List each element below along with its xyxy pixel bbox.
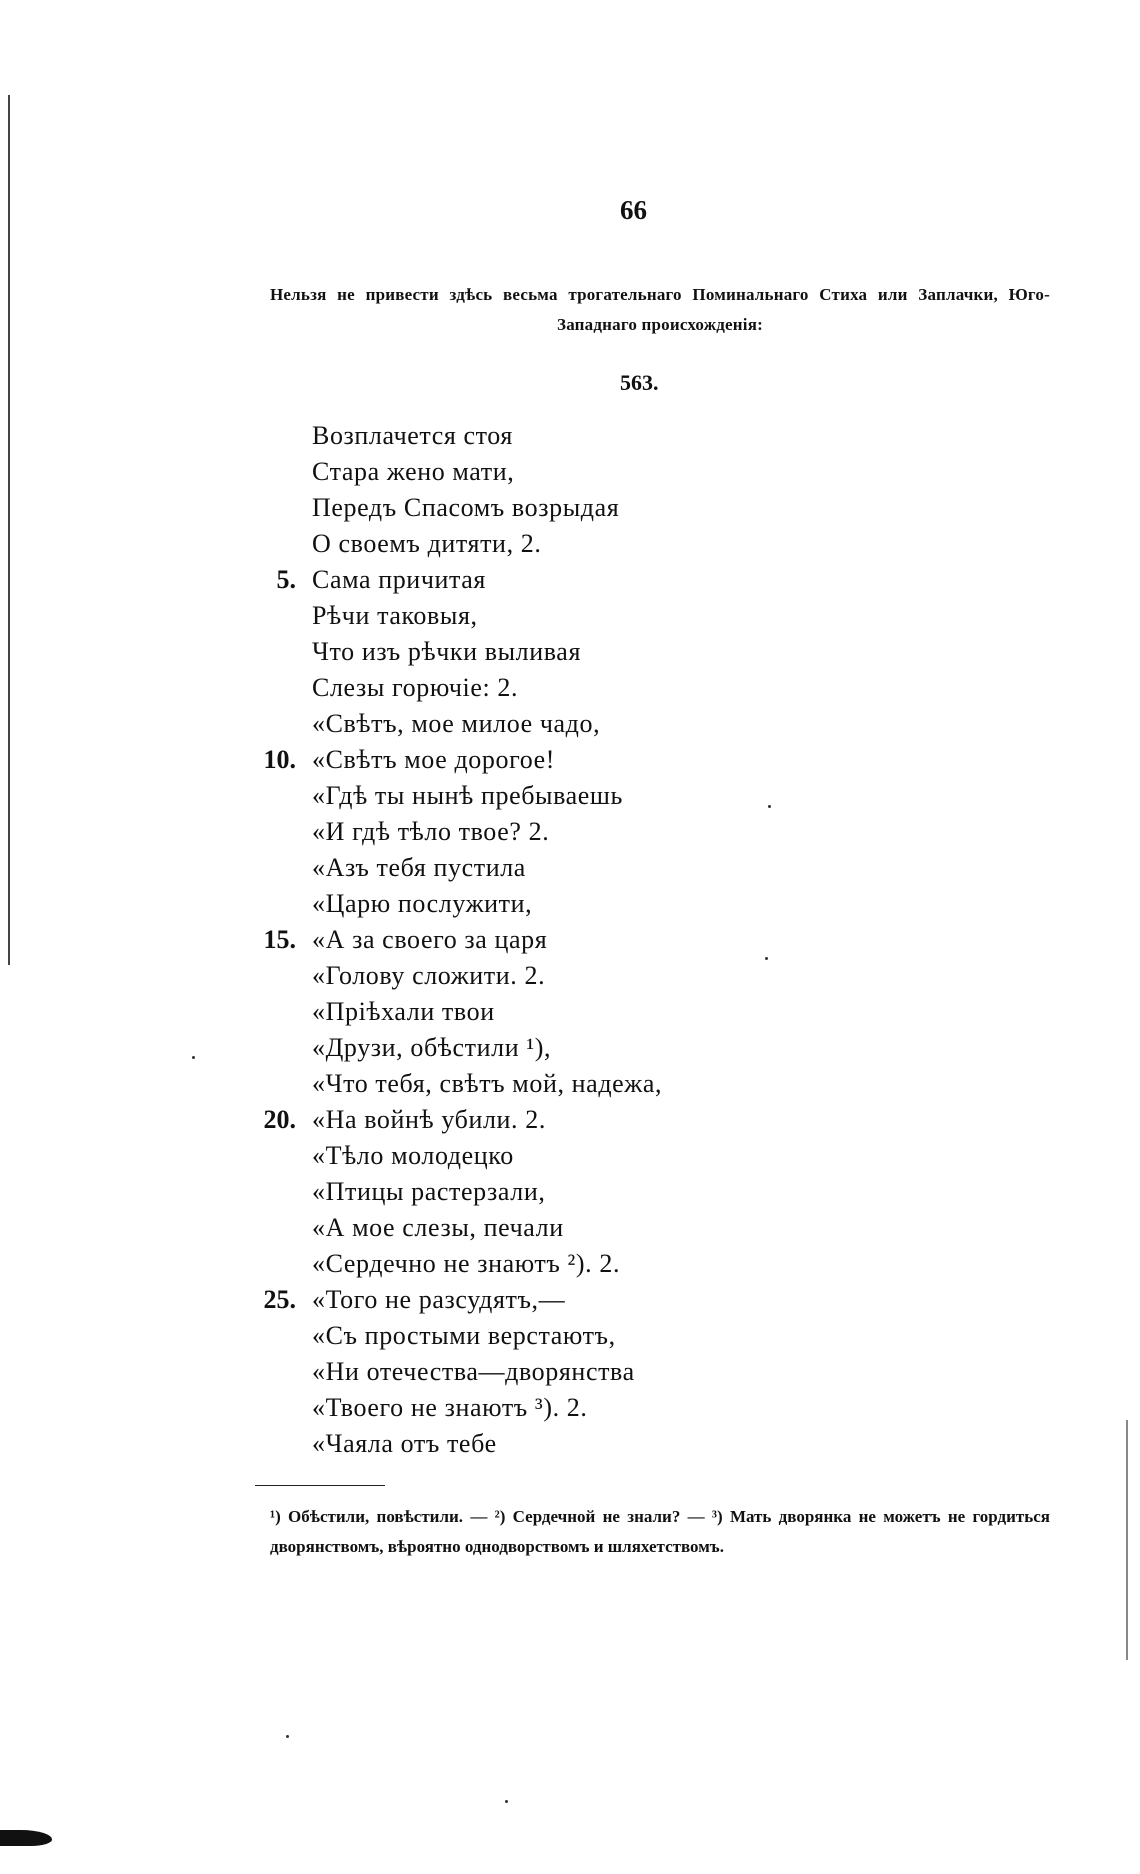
verse-line [0, 1138, 1140, 1174]
verse-line-number: 25. [263, 1285, 296, 1314]
verse-line-text: «Свѣтъ, мое милое чадо, [312, 709, 601, 738]
verse-line [0, 1066, 1140, 1102]
verse-line-text: «А за своего за царя [312, 925, 548, 954]
scan-speck [286, 1735, 289, 1738]
scan-smudge [0, 1830, 52, 1846]
verse-line [0, 1246, 1140, 1282]
verse-line-number: 20. [263, 1105, 296, 1134]
verse-line-text: «Царю послужити, [312, 889, 533, 918]
verse-line-text: «Съ простыми верстаютъ, [312, 1321, 616, 1350]
verse-line [0, 598, 1140, 634]
verse-line [0, 1030, 1140, 1066]
poem-number: 563. [620, 370, 659, 395]
verse-line [0, 418, 1140, 454]
verse-line [0, 454, 1140, 490]
verse-line [0, 670, 1140, 706]
verse-line-text: «Тѣло молодецко [312, 1141, 514, 1170]
verse-line [0, 1354, 1140, 1390]
verse-line-text: «Друзи, обѣстили ¹), [312, 1033, 552, 1062]
verse-line [0, 1282, 1140, 1318]
verse-line-text: «А мое слезы, печали [312, 1213, 564, 1242]
verse-line [0, 1102, 1140, 1138]
verse-line-number: 10. [263, 745, 296, 774]
verse-line-text: Передъ Спасомъ возрыдая [312, 493, 620, 522]
verse-line [0, 562, 1140, 598]
verse-line-text: «Пріѣхали твои [312, 997, 495, 1026]
verse-line [0, 1210, 1140, 1246]
verse-line-text: «Птицы растерзали, [312, 1177, 546, 1206]
verse-line-text: О своемъ дитяти, 2. [312, 529, 542, 558]
verse-line-text: «Азъ тебя пустила [312, 853, 526, 882]
verse-line [0, 742, 1140, 778]
verse-line [0, 634, 1140, 670]
verse-line-text: «И гдѣ тѣло твое? 2. [312, 817, 550, 846]
verse-line [0, 526, 1140, 562]
footnotes: ¹) Обѣстили, повѣстили. — ²) Сердечной не знали? — ³) Мать дворянка не можетъ не гордиться дворянствомъ, вѣроятно однодворствомъ и шляхетствомъ. [270, 1507, 1050, 1556]
verse-line [0, 922, 1140, 958]
verse-line [0, 886, 1140, 922]
verse-line [0, 1318, 1140, 1354]
verse-line-text: Сама причитая [312, 565, 486, 594]
verse-line-text: Возплачется стоя [312, 421, 513, 450]
verse-line-text: «Свѣтъ мое дорогое! [312, 745, 556, 774]
verse-line-text: «Того не разсудятъ,— [312, 1285, 566, 1314]
verse-line-text: «Ни отечества—дворянства [312, 1357, 635, 1386]
verse-line [0, 958, 1140, 994]
verse-line [0, 850, 1140, 886]
verse-line [0, 490, 1140, 526]
intro-paragraph: Нельзя не привести здѣсь весьма трогательнаго Поминальнаго Стиха или Заплачки, Юго-Западнаго происхожденія: [270, 285, 1050, 334]
verse-line-text: «Голову сложити. 2. [312, 961, 546, 990]
verse-line-text: «Твоего не знаютъ ³). 2. [312, 1393, 588, 1422]
verse-line [0, 778, 1140, 814]
verse-line-text: «Чаяла отъ тебе [312, 1429, 497, 1458]
scan-speck [505, 1800, 508, 1803]
verse-line-text: «Гдѣ ты нынѣ пребываешь [312, 781, 624, 810]
verse-line-text: Стара жено мати, [312, 457, 515, 486]
verse-line-text: «На войнѣ убили. 2. [312, 1105, 546, 1134]
verse-line-text: Слезы горючіе: 2. [312, 673, 519, 702]
verse-line [0, 814, 1140, 850]
verse-line-number: 5. [276, 565, 296, 594]
verse-line [0, 1390, 1140, 1426]
verse-line-text: Что изъ рѣчки выливая [312, 637, 582, 666]
verse-line-text: Рѣчи таковыя, [312, 601, 478, 630]
verse-line [0, 1426, 1140, 1462]
verse-line [0, 1174, 1140, 1210]
verse-line [0, 994, 1140, 1030]
footnote-rule [255, 1485, 385, 1486]
verse-line-text: «Сердечно не знаютъ ²). 2. [312, 1249, 621, 1278]
page-number: 66 [620, 195, 647, 225]
verse-line [0, 706, 1140, 742]
verse-line-text: «Что тебя, свѣтъ мой, надежа, [312, 1069, 663, 1098]
verse-line-number: 15. [263, 925, 296, 954]
verse-block [0, 418, 1140, 1462]
